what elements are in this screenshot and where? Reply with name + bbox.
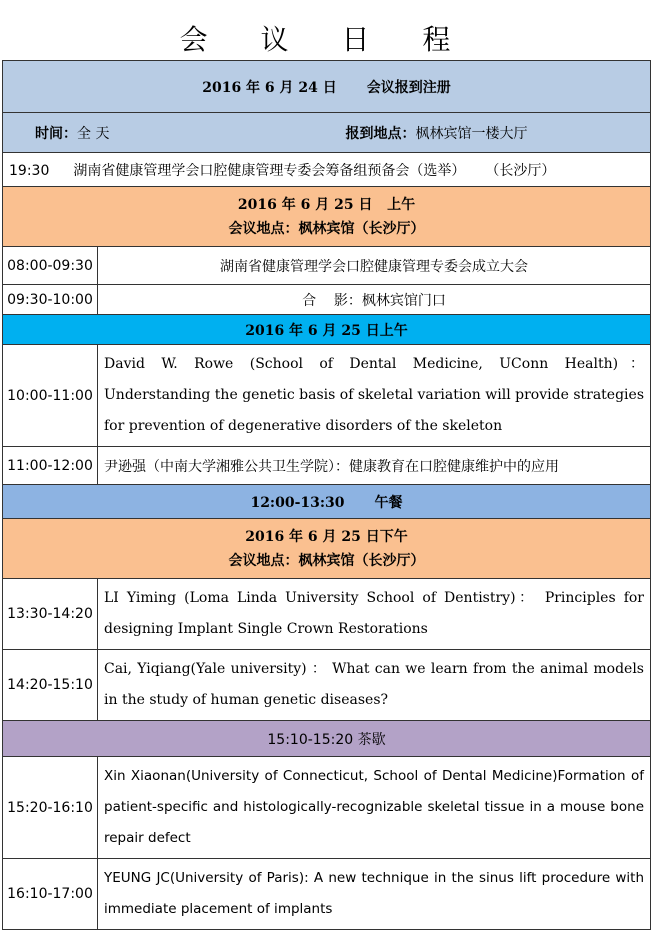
schedule-desc: YEUNG JC(University of Paris): A new technique in the sinus lift procedure with immediate placement of implants: [98, 859, 651, 930]
afternoon-venue-label: 会议地点: [228, 552, 285, 569]
lunch-time: 12:00-13:30: [250, 494, 345, 511]
schedule-time: 11:00-12:00: [3, 447, 98, 485]
registration-header-row: [3, 61, 651, 113]
table-row: [3, 757, 651, 859]
registration-info-row: [3, 113, 651, 153]
speaker: LI Yiming (Loma Linda University School of Dentistry): [104, 590, 516, 606]
pre-meeting-place: （长沙厅）: [485, 162, 556, 179]
schedule-table: [2, 60, 651, 930]
topic: Understanding the genetic basis of skeletal variation will provide strategies for prevention of degenerative disorders of the skeleton: [104, 387, 644, 434]
registration-title: 会议报到注册: [366, 79, 451, 96]
tea-break-label: 茶歇: [357, 731, 386, 748]
morning-academic-header-row: [3, 315, 651, 345]
place-value: 枫林宾馆一楼大厅: [415, 125, 528, 142]
morning-half: 上午: [387, 196, 416, 213]
pre-meeting: [3, 153, 651, 187]
morning-header-row: [3, 187, 651, 247]
tea-break: [3, 721, 651, 757]
schedule-desc: LI Yiming (Loma Linda University School of Dentistry)： Principles for designing Implant Single Crown Restorations: [98, 579, 651, 650]
topic: 健康教育在口腔健康维护中的应用: [349, 458, 559, 475]
place-label: 报到地点: [345, 125, 402, 142]
afternoon-header: 2016 年 6 月 25 日下午 会议地点：枫林宾馆（长沙厅）: [3, 519, 651, 579]
schedule-desc: 湖南省健康管理学会口腔健康管理专委会成立大会: [98, 247, 651, 285]
schedule-time: 09:30-10:00: [3, 285, 98, 315]
schedule-desc: 尹逊强（中南大学湘雅公共卫生学院）：健康教育在口腔健康维护中的应用: [98, 447, 651, 485]
schedule-time: 10:00-11:00: [3, 345, 98, 447]
speaker: Cai, Yiqiang(Yale university): [104, 661, 307, 677]
tea-break-time: 15:10-15:20: [267, 731, 354, 748]
schedule-desc: Cai, Yiqiang(Yale university) ： What can we learn from the animal models in the study of human genetic diseases?: [98, 650, 651, 721]
morning-academic-header: 2016 年 6 月 25 日上午: [3, 315, 651, 345]
topic: Principles for designing Implant Single Crown Restorations: [104, 590, 644, 637]
tea-break-row: [3, 721, 651, 757]
schedule-time: 13:30-14:20: [3, 579, 98, 650]
lunch-header: [3, 485, 651, 519]
table-row: [3, 285, 651, 315]
registration-date: 2016 年 6 月 24 日: [202, 79, 337, 96]
morning-header: 2016 年 6 月 25 日 上午 会议地点：枫林宾馆（长沙厅）: [3, 187, 651, 247]
speaker: 尹逊强（中南大学湘雅公共卫生学院）: [104, 458, 335, 475]
table-row: [3, 447, 651, 485]
afternoon-date: 2016 年 6 月 25 日下午: [245, 528, 408, 545]
table-row: [3, 345, 651, 447]
time-value: 全 天: [77, 125, 110, 142]
schedule-time: 16:10-17:00: [3, 859, 98, 930]
morning-date: 2016 年 6 月 25 日: [237, 196, 373, 213]
registration-info: 时间：全 天 报到地点：枫林宾馆一楼大厅: [3, 113, 651, 153]
pre-meeting-desc: 湖南省健康管理学会口腔健康管理专委会筹备组预备会（选举）: [73, 162, 466, 179]
table-row: [3, 247, 651, 285]
schedule-desc: 合 影：枫林宾馆门口: [98, 285, 651, 315]
registration-header: [3, 61, 651, 113]
topic: Formation of patient-specific and histologically-recognizable skeletal tissue in a mouse bone repair defect: [104, 768, 644, 846]
topic: A new technique in the sinus lift procedure with immediate placement of implants: [104, 870, 645, 917]
topic: What can we learn from the animal models in the study of human genetic diseases?: [104, 661, 644, 708]
speaker: YEUNG JC(University of Paris): [104, 870, 305, 886]
morning-venue: 枫林宾馆（长沙厅）: [298, 220, 425, 237]
schedule-time: 08:00-09:30: [3, 247, 98, 285]
afternoon-header-row: [3, 519, 651, 579]
table-row: [3, 650, 651, 721]
pre-meeting-time: 19:30: [9, 162, 50, 179]
time-label: 时间: [35, 125, 63, 142]
speaker: David W. Rowe (School of Dental Medicine, UConn Health): [104, 356, 619, 372]
page-title: 会 议 日 程: [179, 23, 473, 56]
afternoon-venue: 枫林宾馆（长沙厅）: [298, 552, 425, 569]
table-row: [3, 859, 651, 930]
schedule-desc: David W. Rowe (School of Dental Medicine, UConn Health)： Understanding the genetic basis of skeletal variation will provide strategies for prevention of degenerative disorders of the skeleton: [98, 345, 651, 447]
lunch-label: 午餐: [374, 494, 403, 511]
pre-meeting-row: [3, 153, 651, 187]
lunch-row: [3, 485, 651, 519]
schedule-desc: [98, 757, 651, 859]
table-row: [3, 579, 651, 650]
speaker: Xin Xiaonan(University of Connecticut, School of Dental Medicine): [104, 768, 558, 784]
schedule-time: 15:20-16:10: [3, 757, 98, 859]
schedule-time: 14:20-15:10: [3, 650, 98, 721]
morning-venue-label: 会议地点: [228, 220, 285, 237]
